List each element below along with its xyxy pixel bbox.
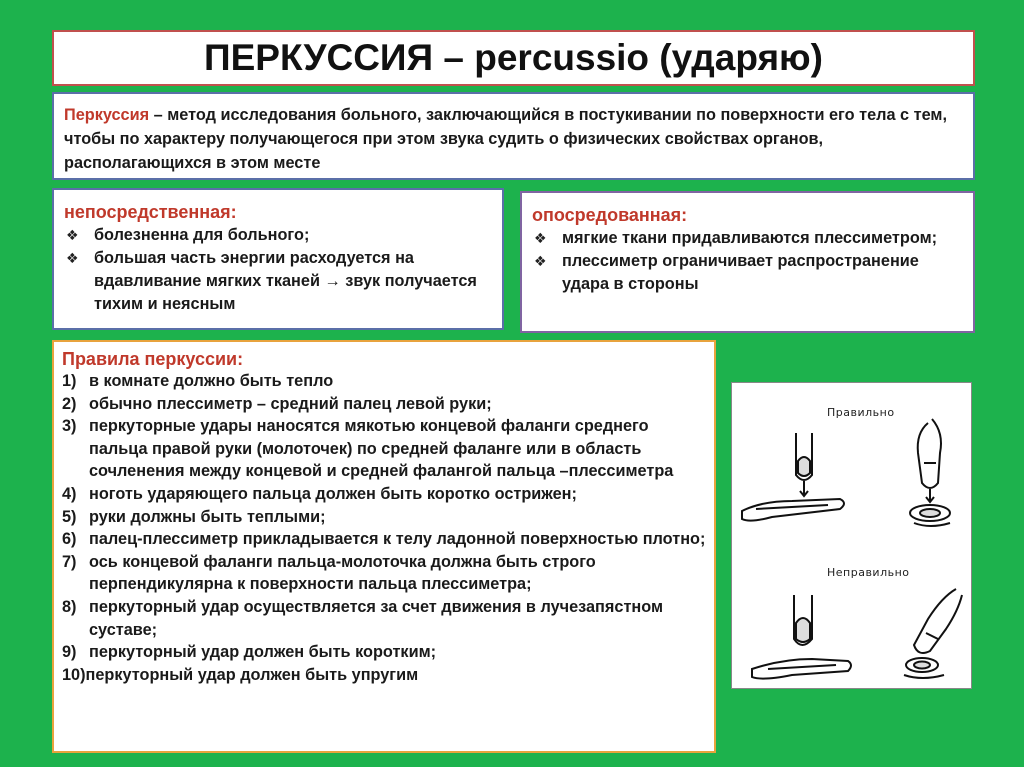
definition-text: – метод исследования больного, заключающийся в постукивании по поверхности его тела с тем, чтобы по характеру получающегося при этом звука судить о физических свойствах органов, располагающихся в этом месте: [64, 106, 947, 172]
wrong-technique-side-icon: [752, 595, 851, 679]
correct-technique-side-icon: [742, 433, 844, 521]
definition-box: [52, 92, 975, 180]
mediate-list: [532, 227, 963, 296]
definition-term: Перкуссия: [64, 106, 150, 124]
diamond-bullet-icon: ❖: [534, 253, 547, 269]
diamond-bullet-icon: ❖: [534, 230, 547, 246]
direct-percussion-box: [52, 188, 504, 330]
mediate-heading: опосредованная:: [532, 205, 688, 225]
rule-item: 8) перкуторный удар осуществляется за счет движения в лучезапястном суставе;: [62, 597, 664, 639]
title-box: [52, 30, 975, 86]
rule-item: 9) перкуторный удар должен быть коротким;: [62, 643, 437, 662]
rule-item: 10)перкуторный удар должен быть упругим: [62, 665, 419, 684]
rule-item: 7) ось концевой фаланги пальца-молоточка должна быть строго перпендикулярна к поверхности пальца плессиметра;: [62, 552, 596, 594]
correct-technique-front-icon: [910, 419, 950, 526]
rule-item: 4) ноготь ударяющего пальца должен быть коротко острижен;: [62, 484, 577, 503]
list-item: ❖ мягкие ткани придавливаются плессиметром;: [532, 227, 963, 250]
diamond-bullet-icon: ❖: [66, 250, 79, 266]
percussion-illustration: [731, 382, 972, 689]
direct-heading: непосредственная:: [64, 202, 237, 222]
list-item: ❖ большая часть энергии расходуется на вдавливание мягких тканей → звук получается тихим и неясным: [66, 249, 477, 313]
label-correct: Правильно: [827, 406, 895, 419]
finger-technique-drawing: [732, 383, 971, 688]
rules-box: [52, 340, 716, 753]
diamond-bullet-icon: ❖: [66, 227, 79, 243]
label-wrong: Неправильно: [827, 566, 910, 579]
direct-list: [64, 224, 492, 316]
wrong-technique-front-icon: [904, 589, 962, 678]
rule-item: 1) в комнате должно быть тепло: [62, 372, 334, 390]
rule-item: 5) руки должны быть теплыми;: [62, 507, 326, 526]
rule-item: 3) перкуторные удары наносятся мякотью концевой фаланги среднего пальца правой руки (молоточек) по средней фаланге или в область сочленения между концевой и средней фалангой пальца –плессиметра: [62, 417, 674, 481]
rule-item: 2) обычно плессиметр – средний палец левой руки;: [62, 394, 492, 413]
rules-heading: Правила перкуссии:: [62, 349, 244, 369]
mediate-percussion-box: [520, 191, 975, 333]
list-item: ❖ болезненна для больного;: [64, 224, 492, 247]
page-title: ПЕРКУССИЯ – percussio (ударяю): [204, 37, 823, 78]
list-item: ❖ плессиметр ограничивает распространение удара в стороны: [534, 252, 919, 293]
rules-list: [62, 370, 706, 686]
rule-item: 6) палец-плессиметр прикладывается к телу ладонной поверхностью плотно;: [62, 530, 706, 549]
